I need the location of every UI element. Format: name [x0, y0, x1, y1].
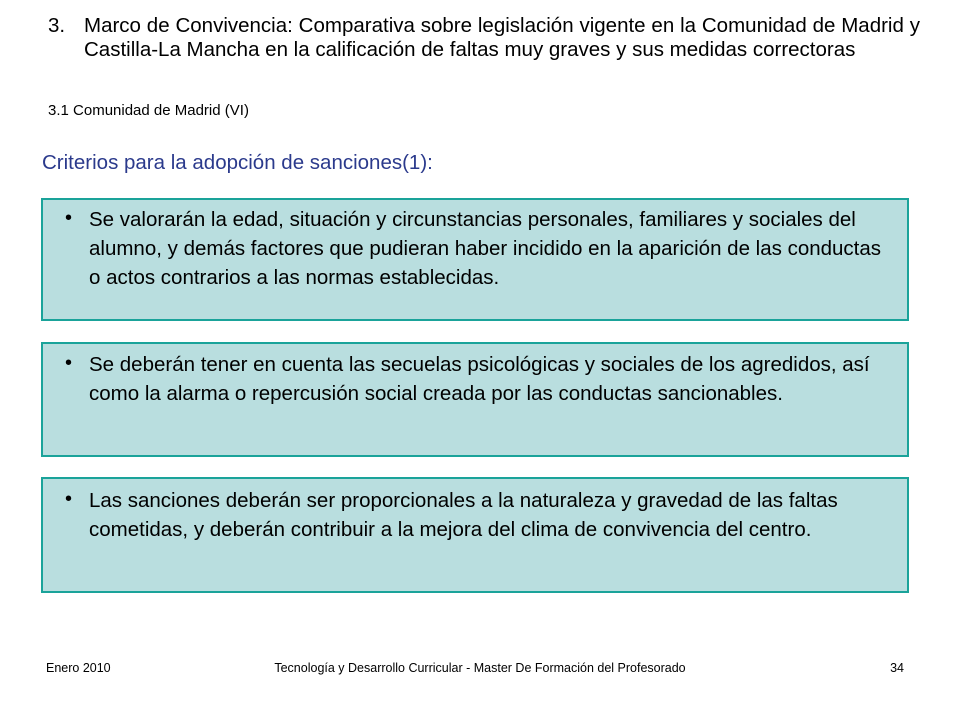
page-number: 34 — [890, 661, 904, 675]
bullet-icon: • — [65, 488, 73, 510]
criterion-text-1: Se valorarán la edad, situación y circunstancias personales, familiares y sociales del alumno, y demás factores que pudieran haber incidido en la aparición de las conductas o actos contrarios a las normas establecidas. — [89, 208, 882, 289]
footer-course: Tecnología y Desarrollo Curricular - Master De Formación del Profesorado — [274, 661, 686, 675]
title-number: 3. — [48, 14, 66, 37]
slide-title — [48, 14, 920, 62]
criterion-box-2 — [41, 342, 909, 457]
bullet-icon: • — [65, 207, 73, 229]
title-text: Marco de Convivencia: Comparativa sobre legislación vigente en la Comunidad de Madrid y Castilla-La Mancha en la calificación de faltas muy graves y sus medidas correctoras — [84, 14, 920, 61]
criterion-box-3 — [41, 477, 909, 593]
footer-date: Enero 2010 — [46, 661, 111, 675]
criterion-text-3: Las sanciones deberán ser proporcionales a la naturaleza y gravedad de las faltas cometidas, y deberán contribuir a la mejora del clima de convivencia del centro. — [89, 489, 838, 541]
section-subtitle: 3.1 Comunidad de Madrid (VI) — [48, 102, 249, 119]
bullet-icon: • — [65, 352, 73, 374]
criteria-heading: Criterios para la adopción de sanciones(1): — [42, 151, 433, 174]
criterion-box-1 — [41, 198, 909, 321]
criterion-text-2: Se deberán tener en cuenta las secuelas psicológicas y sociales de los agredidos, así como la alarma o repercusión social creada por las conductas sancionables. — [89, 353, 870, 405]
